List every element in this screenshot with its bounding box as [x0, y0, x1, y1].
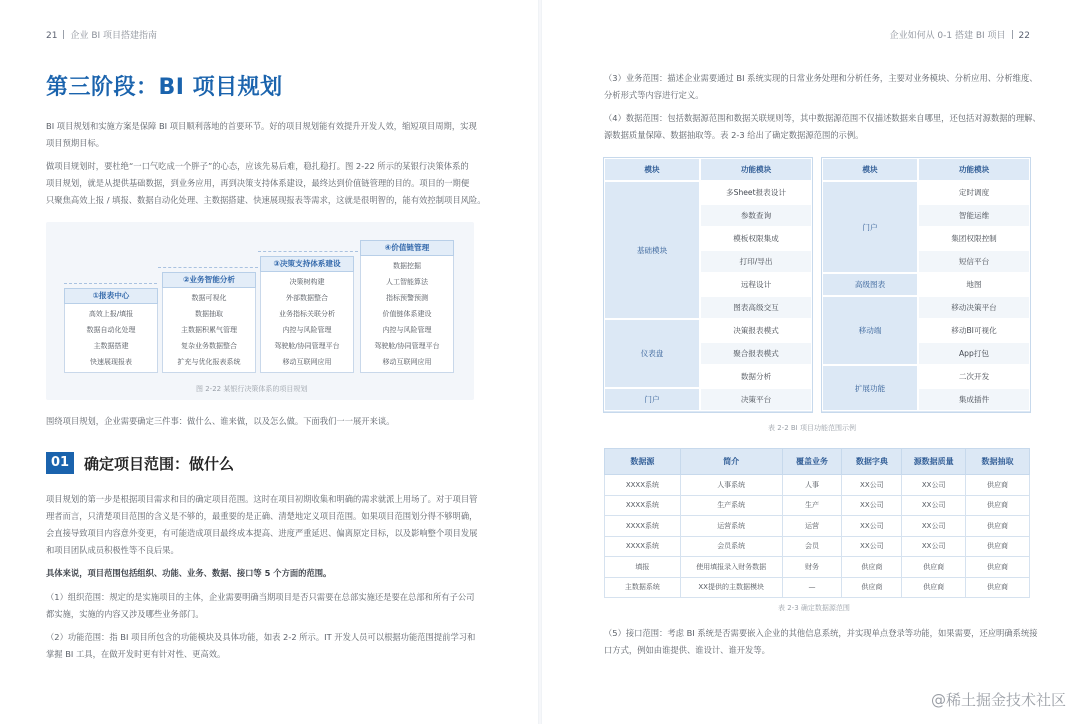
scope-paragraph — [46, 491, 486, 559]
module-cell: 高级图表 — [822, 273, 918, 296]
text-line: 都实施，实施的内容又涉及哪些业务部门。 — [46, 609, 204, 619]
module-cell: 门户 — [604, 388, 700, 411]
table-2-3 — [604, 448, 1030, 598]
table-cell: 供应商 — [966, 536, 1030, 557]
stage-title: 第三阶段：BI 项目规划 — [46, 75, 283, 100]
table-header-cell: 模块 — [822, 158, 918, 181]
stack-item: 内控与风险管理 — [261, 322, 353, 338]
section-heading — [46, 452, 234, 474]
table-header-row — [822, 158, 1030, 181]
function-cell: 二次开发 — [918, 365, 1030, 388]
stack-item: 扩充与优化报表系统 — [163, 354, 255, 370]
table-row — [822, 296, 1030, 319]
module-cell: 移动端 — [822, 296, 918, 365]
table-cell: XX公司 — [902, 475, 966, 496]
table-row — [604, 319, 812, 342]
table-row — [822, 365, 1030, 388]
watermark: @稀土掘金技术社区 — [930, 691, 1066, 709]
figure-stack-report-center — [64, 288, 158, 373]
text-line: （4）数据范围：包括数据源范围和数据关联规则等，其中数据源范围不仅描述数据来自哪里，还包括对源数据的理解、 — [604, 113, 1041, 123]
text-line: 会直接导致项目内容意外变更，有可能造成项目最终成本提高、进度严重延迟、偏离原定目标，以及影响整个项目发展 — [46, 528, 478, 538]
table-header-cell: 简介 — [680, 449, 782, 475]
table-cell: XXXX系统 — [605, 516, 681, 537]
text-line: （2）功能范围：指 BI 项目所包含的功能模块及具体功能，如表 2-2 所示。IT 开发人员可以根据功能范围提前学习和 — [46, 632, 476, 642]
table-header-cell: 功能模块 — [918, 158, 1030, 181]
stack-item: 业务指标关联分析 — [261, 306, 353, 322]
section-title: 确定项目范围：做什么 — [84, 454, 235, 473]
stack-title: ③决策支持体系建设 — [260, 256, 354, 272]
function-scope-paragraph — [46, 629, 486, 663]
function-cell: 打印/导出 — [700, 250, 812, 273]
stack-item: 高效上报/填报 — [65, 306, 157, 322]
table-header-row — [605, 449, 1030, 475]
table-header-cell: 数据字典 — [842, 449, 902, 475]
table-cell: — — [782, 577, 842, 598]
table-cell: XX公司 — [842, 475, 902, 496]
table-header-cell: 覆盖业务 — [782, 449, 842, 475]
table-cell: XX公司 — [842, 536, 902, 557]
stack-title: ④价值链管理 — [360, 240, 454, 256]
figure-stack-decision-support — [260, 256, 354, 373]
table-cell: 人事 — [782, 475, 842, 496]
table-cell: 主数据系统 — [605, 577, 681, 598]
table-header-row — [604, 158, 812, 181]
function-cell: App打包 — [918, 342, 1030, 365]
table-cell: XXXX系统 — [605, 475, 681, 496]
table-cell: 供应商 — [902, 557, 966, 578]
org-scope-paragraph — [46, 589, 486, 623]
stack-item: 数据可视化 — [163, 290, 255, 306]
table-cell: 人事系统 — [680, 475, 782, 496]
module-cell: 门户 — [822, 181, 918, 273]
function-cell: 短信平台 — [918, 250, 1030, 273]
function-cell: 集成插件 — [918, 388, 1030, 411]
function-cell: 集团权限控制 — [918, 227, 1030, 250]
module-cell: 仪表盘 — [604, 319, 700, 388]
table-row — [605, 536, 1030, 557]
table-cell: XXXX系统 — [605, 495, 681, 516]
text-line: BI 项目规划和实施方案是保障 BI 项目顺利落地的首要环节。好的项目规划能有效提升开发人效，缩短项目周期，实现 — [46, 121, 477, 131]
text-line: 理者而言，只清楚项目范围的含义是不够的，最重要的是正确、清楚地定义项目范围。如果项目范围划分得不够明确， — [46, 511, 478, 521]
interface-scope-paragraph — [604, 625, 1044, 659]
table-header-cell: 功能模块 — [700, 158, 812, 181]
intro-paragraph — [46, 118, 486, 152]
business-scope-paragraph — [604, 70, 1044, 104]
table-row — [604, 388, 812, 411]
table-row — [605, 557, 1030, 578]
five-scopes-paragraph: 具体来说，项目范围包括组织、功能、业务、数据、接口等 5 个方面的范围。 — [46, 568, 332, 578]
table-cell: 财务 — [782, 557, 842, 578]
table-row — [822, 181, 1030, 204]
text-line: （1）组织范围：规定的是实施项目的主体，企业需要明确当期项目是否只需要在总部实施还是要在总部和所有子公司 — [46, 592, 475, 602]
stack-item: 外部数据整合 — [261, 290, 353, 306]
stack-item: 复杂业务数据整合 — [163, 338, 255, 354]
figure-2-22 — [46, 222, 474, 400]
table-cell: 填报 — [605, 557, 681, 578]
text-line: 项目规划的第一步是根据项目需求和目的确定项目范围。这时在项目初期收集和明确的需求就派上用场了。对于项目管 — [46, 494, 478, 504]
function-cell: 地图 — [918, 273, 1030, 296]
stack-item: 驾驶舱/协同管理平台 — [361, 338, 453, 354]
right-header-title: 企业如何从 0-1 搭建 BI 项目 — [889, 31, 1006, 41]
table-cell: XX公司 — [902, 536, 966, 557]
step-connector — [158, 267, 258, 268]
stack-item: 主数据积累气管理 — [163, 322, 255, 338]
table-cell: 供应商 — [966, 475, 1030, 496]
module-cell: 基础模块 — [604, 181, 700, 319]
table-row — [605, 495, 1030, 516]
planning-paragraph — [46, 158, 486, 209]
function-cell: 数据分析 — [700, 365, 812, 388]
stack-item: 内控与风险管理 — [361, 322, 453, 338]
table-cell: 运营系统 — [680, 516, 782, 537]
text-line: 只聚焦高效上报 / 填报、数据自动化处理、主数据搭建、快速展现报表等需求，这就是很明智的，能有效控制项目风险。 — [46, 195, 486, 205]
function-cell: 智能运维 — [918, 204, 1030, 227]
function-cell: 移动BI可视化 — [918, 319, 1030, 342]
table-cell: XX公司 — [842, 516, 902, 537]
table-row — [605, 475, 1030, 496]
step-connector — [258, 251, 358, 252]
stack-item: 数据挖掘 — [361, 258, 453, 274]
function-cell: 模板权限集成 — [700, 227, 812, 250]
table-cell: 会员 — [782, 536, 842, 557]
table-header-cell: 源数据质量 — [902, 449, 966, 475]
table-cell: XX公司 — [842, 495, 902, 516]
table-2-3-caption: 表 2-3 确定数据源范围 — [778, 604, 850, 612]
table-header-cell: 模块 — [604, 158, 700, 181]
text-line: 掌握 BI 工具，在做开发时更有针对性、更高效。 — [46, 649, 226, 659]
table-cell: 使用填报录入财务数据 — [680, 557, 782, 578]
text-line: 项目规划，就是从提供基础数据，到业务应用，再到决策支持体系建设，最终达到价值链管理的目的。项目的一期便 — [46, 178, 470, 188]
left-running-header — [46, 28, 157, 41]
text-line: 口方式，例如由谁提供、谁设计、谁开发等。 — [604, 645, 770, 655]
text-line: 分析形式等内容进行定义。 — [604, 90, 704, 100]
function-cell: 定时调度 — [918, 181, 1030, 204]
stack-item: 数据自动化处理 — [65, 322, 157, 338]
function-cell: 多Sheet报表设计 — [700, 181, 812, 204]
table-cell: 供应商 — [966, 495, 1030, 516]
section-number: 01 — [46, 452, 74, 474]
stack-item: 主数据搭建 — [65, 338, 157, 354]
figure-stack-business-intelligence — [162, 272, 256, 373]
function-cell: 远程设计 — [700, 273, 812, 296]
table-row — [605, 516, 1030, 537]
function-cell: 聚合报表模式 — [700, 342, 812, 365]
stack-title: ①报表中心 — [64, 288, 158, 304]
function-cell: 决策平台 — [700, 388, 812, 411]
table-cell: XX公司 — [902, 516, 966, 537]
function-cell: 参数查询 — [700, 204, 812, 227]
table-cell: 运营 — [782, 516, 842, 537]
table-cell: XX公司 — [902, 495, 966, 516]
stack-item: 人工智能算法 — [361, 274, 453, 290]
table-cell: XXXX系统 — [605, 536, 681, 557]
table-2-2-right — [822, 158, 1030, 411]
figure-caption: 图 2-22 某银行决策体系的项目规划 — [196, 385, 308, 393]
left-page-number: 21 — [46, 31, 58, 41]
table-cell: 生产 — [782, 495, 842, 516]
function-cell: 决策报表模式 — [700, 319, 812, 342]
stack-item: 决策树构建 — [261, 274, 353, 290]
text-line: 做项目规划时，要杜绝“一口气吃成一个胖子”的心态，应该先易后难，稳扎稳打。图 2-22 所示的某银行决策体系的 — [46, 161, 469, 171]
table-cell: 会员系统 — [680, 536, 782, 557]
table-row — [604, 181, 812, 204]
table-header-cell: 数据抽取 — [966, 449, 1030, 475]
stack-title: ②业务智能分析 — [162, 272, 256, 288]
table-header-cell: 数据源 — [605, 449, 681, 475]
text-line: （3）业务范围：描述企业需要通过 BI 系统实现的日常业务处理和分析任务，主要对业务模块、分析应用、分析维度、 — [604, 73, 1038, 83]
table-2-2-caption: 表 2-2 BI 项目功能范围示例 — [768, 424, 856, 432]
table-cell: 供应商 — [902, 577, 966, 598]
left-header-title: 企业 BI 项目搭建指南 — [70, 31, 158, 41]
table-cell: 供应商 — [966, 516, 1030, 537]
right-running-header — [890, 28, 1030, 41]
stack-item: 移动互联网应用 — [361, 354, 453, 370]
table-cell: 供应商 — [842, 577, 902, 598]
table-cell: 生产系统 — [680, 495, 782, 516]
function-cell: 移动决策平台 — [918, 296, 1030, 319]
three-questions-paragraph: 围绕项目规划，企业需要确定三件事：做什么、谁来做，以及怎么做。下面我们一一展开来谈。 — [46, 416, 395, 426]
text-line: 和项目团队成员积极性等不良后果。 — [46, 545, 179, 555]
module-cell: 扩展功能 — [822, 365, 918, 411]
table-cell: XX提供的主数据模块 — [680, 577, 782, 598]
stack-item: 驾驶舱/协同管理平台 — [261, 338, 353, 354]
right-page-number: 22 — [1018, 31, 1030, 41]
table-cell: 供应商 — [842, 557, 902, 578]
right-page — [540, 0, 1080, 724]
stack-item: 指标预警预测 — [361, 290, 453, 306]
data-scope-paragraph — [604, 110, 1044, 144]
stack-item: 价值链体系建设 — [361, 306, 453, 322]
step-connector — [64, 283, 157, 284]
function-cell: 图表高级交互 — [700, 296, 812, 319]
table-row — [605, 577, 1030, 598]
table-2-2-left — [604, 158, 812, 411]
stack-item: 快速展现报表 — [65, 354, 157, 370]
figure-stack-value-chain — [360, 240, 454, 373]
stack-item: 移动互联网应用 — [261, 354, 353, 370]
text-line: 源数据质量保障、数据抽取等。表 2-3 给出了确定数据源范围的示例。 — [604, 130, 864, 140]
stack-item: 数据抽取 — [163, 306, 255, 322]
table-cell: 供应商 — [966, 557, 1030, 578]
text-line: 项目预期目标。 — [46, 138, 105, 148]
table-row — [822, 273, 1030, 296]
table-cell: 供应商 — [966, 577, 1030, 598]
text-line: （5）接口范围：考虑 BI 系统是否需要嵌入企业的其他信息系统，并实现单点登录等功能，如果需要，还应明确系统接 — [604, 628, 1038, 638]
